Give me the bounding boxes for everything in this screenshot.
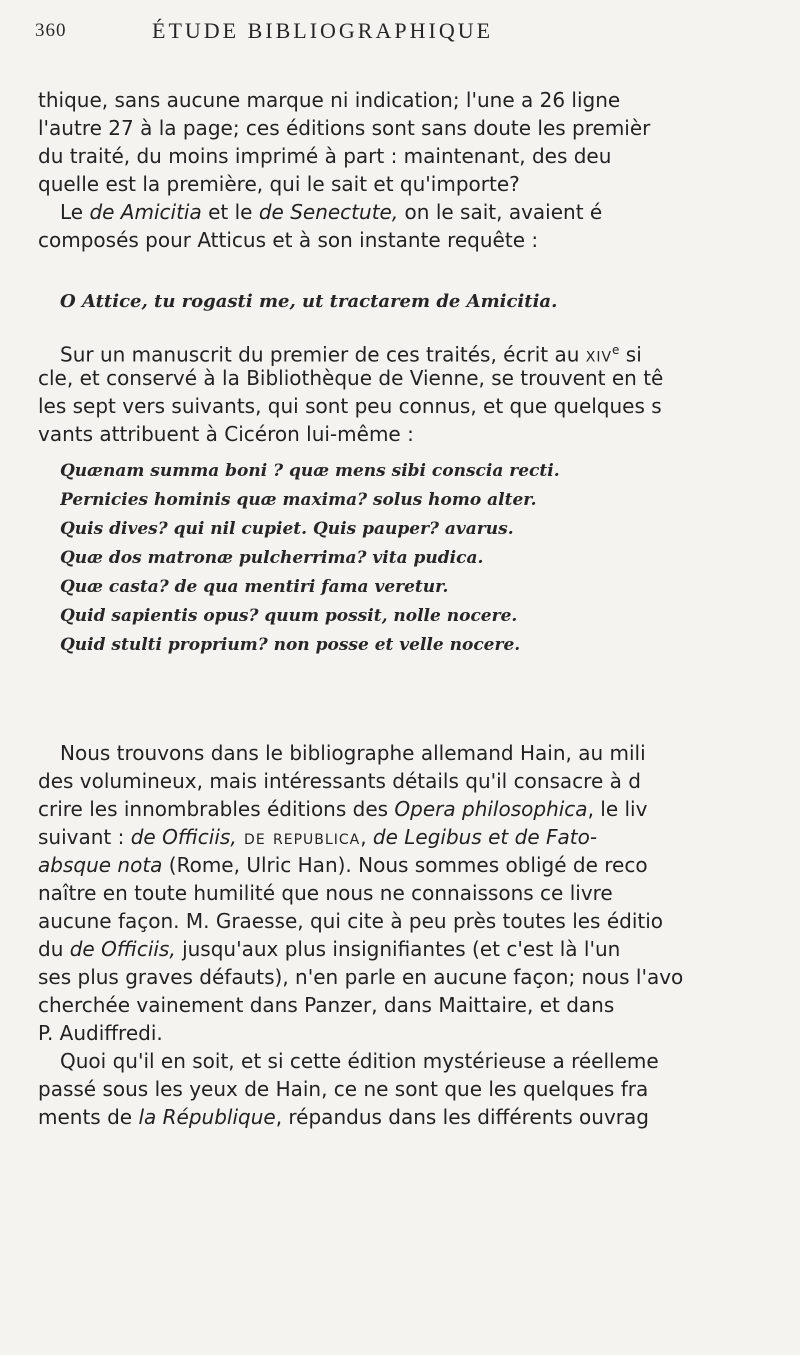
paragraph-2 <box>38 198 800 254</box>
verse-line: Quænam summa boni ? quæ mens sibi conscia recti. <box>60 461 560 481</box>
text-line: ments de la République, répandus dans les différents ouvrag <box>38 1105 649 1129</box>
text-line: vants attribuent à Cicéron lui-même : <box>38 422 414 446</box>
paragraph-4 <box>38 739 800 1047</box>
text-line: thique, sans aucune marque ni indication; l'une a 26 ligne <box>38 88 621 112</box>
text-line: cherchée vainement dans Panzer, dans Maittaire, et dans <box>38 993 615 1017</box>
title-la-republique: la République <box>138 1105 276 1129</box>
title-opera-philosophica: Opera philosophica <box>394 797 588 821</box>
paragraph-5 <box>38 1047 800 1131</box>
text-line: composés pour Atticus et à son instante requête : <box>38 228 539 252</box>
paragraph-3 <box>38 336 800 448</box>
text-line: l'autre 27 à la page; ces éditions sont sans doute les premièr <box>38 116 651 140</box>
text-line: des volumineux, mais intéressants détails qu'il consacre à d <box>38 769 641 793</box>
paragraph-1 <box>38 86 800 198</box>
text-line: Quoi qu'il en soit, et si cette édition mystérieuse a réelleme <box>60 1049 659 1073</box>
text-line: P. Audiffredi. <box>38 1021 163 1045</box>
page-number: 360 <box>35 20 67 41</box>
text-line: absque nota (Rome, Ulric Han). Nous sommes obligé de reco <box>38 853 648 877</box>
latin-verses <box>60 457 800 660</box>
text-line: du de Officiis, jusqu'aux plus insignifiantes (et c'est là l'un <box>38 937 621 961</box>
verse-line: Quis dives? qui nil cupiet. Quis pauper? avarus. <box>60 519 514 539</box>
page-header <box>0 16 800 46</box>
text-line: suivant : de Officiis, de republica, de Legibus et de Fato- <box>38 825 598 849</box>
quotation-atticus: O Attice, tu rogasti me, ut tractarem de Amicitia. <box>60 291 558 312</box>
text-line: crire les innombrables éditions des Opera philosophica, le liv <box>38 797 648 821</box>
text-line: passé sous les yeux de Hain, ce ne sont que les quelques fra <box>38 1077 649 1101</box>
text-line: les sept vers suivants, qui sont peu connus, et que quelques s <box>38 394 662 418</box>
text-line: du traité, du moins imprimé à part : maintenant, des deu <box>38 144 612 168</box>
verse-line: Quæ dos matronæ pulcherrima? vita pudica. <box>60 548 484 568</box>
text-line: ses plus graves défauts), n'en parle en aucune façon; nous l'avo <box>38 965 684 989</box>
text-line: Nous trouvons dans le bibliographe allemand Hain, au mili <box>60 741 646 765</box>
text-line: Sur un manuscrit du premier de ces traités, écrit au xiv$^e$ si <box>60 342 642 367</box>
text-line: quelle est la première, qui le sait et qu'importe? <box>38 172 520 196</box>
verse-line: Quid stulti proprium? non posse et velle nocere. <box>60 635 521 655</box>
verse-line: Quid sapientis opus? quum possit, nolle nocere. <box>60 606 518 626</box>
text-line: cle, et conservé à la Bibliothèque de Vienne, se trouvent en tê <box>38 366 664 390</box>
verse-line: Pernicies hominis quæ maxima? solus homo alter. <box>60 490 537 510</box>
text-line: aucune façon. M. Graesse, qui cite à peu près toutes les éditio <box>38 909 664 933</box>
text-line: Le de Amicitia et le de Senectute, on le sait, avaient é <box>60 200 603 224</box>
verse-line: Quæ casta? de qua mentiri fama veretur. <box>60 577 449 597</box>
title-de-senectute: de Senectute, <box>258 200 399 224</box>
running-title: ÉTUDE BIBLIOGRAPHIQUE <box>152 18 494 43</box>
text-line: naître en toute humilité que nous ne connaissons ce livre <box>38 881 613 905</box>
title-de-amicitia: de Amicitia <box>89 200 202 224</box>
